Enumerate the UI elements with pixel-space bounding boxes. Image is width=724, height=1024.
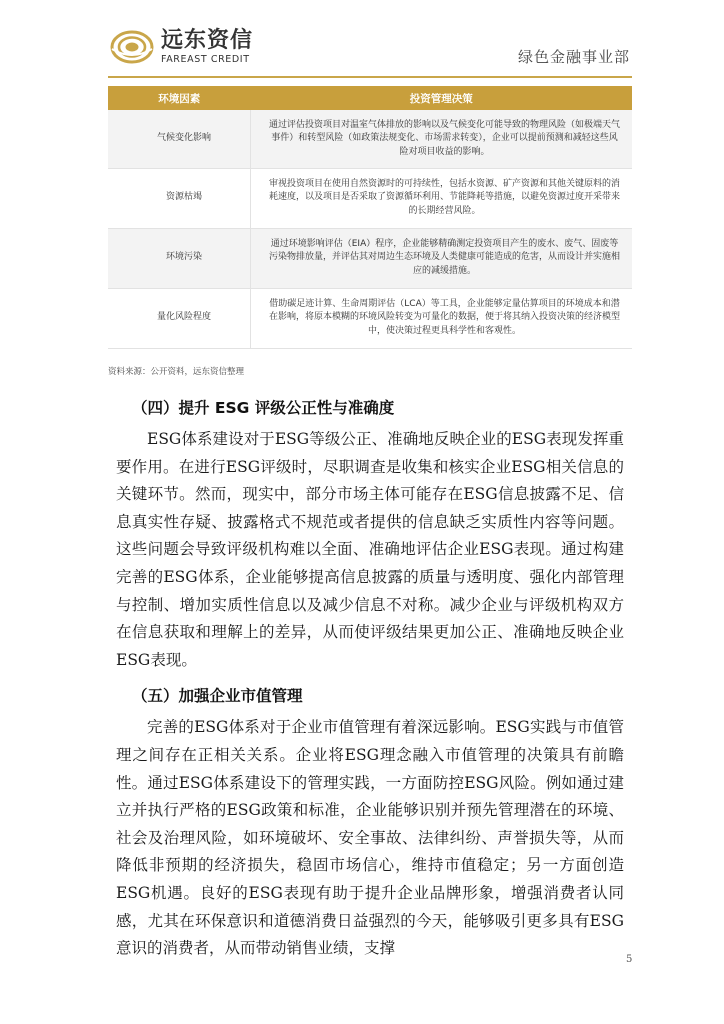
- table-cell-decision: 借助碳足迹计算、生命周期评估（LCA）等工具，企业能够定量估算项目的环境成本和潜在影响，将原本模糊的环境风险转变为可量化的数据，便于将其纳入投资决策的经济模型中，使决策过程更具科学性和客观性。: [251, 288, 633, 348]
- section-heading: （四）提升 ESG 评级公正性与准确度: [132, 399, 395, 417]
- table-row: [108, 228, 632, 288]
- header-divider: [108, 76, 632, 78]
- table-source-note: 资料来源：公开资料，远东资信整理: [108, 367, 245, 377]
- table-row: [108, 168, 632, 228]
- table-cell-factor: 量化风险程度: [108, 288, 251, 348]
- table-cell-factor: 环境污染: [108, 228, 251, 288]
- section-heading: （五）加强企业市值管理: [132, 687, 303, 706]
- department-name: 绿色金融事业部: [517, 48, 630, 66]
- table-cell-decision: 通过评估投资项目对温室气体排放的影响以及气候变化可能导致的物理风险（如极端天气事件）和转型风险（如政策法规变化、市场需求转变），企业可以提前预测和减轻这些风险对项目收益的影响。: [251, 110, 633, 168]
- page-header: [0, 0, 724, 90]
- logo-chinese-name: 远东资信: [161, 28, 254, 53]
- esg-investment-table: [108, 86, 632, 349]
- company-logo: [109, 27, 253, 67]
- page-number: 5: [626, 954, 633, 965]
- table-header-factor: 环境因素: [108, 86, 251, 110]
- page-body: [116, 390, 624, 967]
- table-header-decision: 投资管理决策: [251, 86, 633, 110]
- section-paragraph: ESG体系建设对于ESG等级公正、准确地反映企业的ESG表现发挥重要作用。在进行ESG评级时，尽职调查是收集和核实企业ESG相关信息的关键环节。然而，现实中，部分市场主体可能存在ESG信息披露不足、信息真实性存疑、披露格式不规范或者提供的信息缺乏实质性内容等问题。这些问题会导致评级机构难以全面、准确地评估企业ESG表现。通过构建完善的ESG体系，企业能够提高信息披露的质量与透明度、强化内部管理与控制、增加实质性信息以及减少信息不对称。减少企业与评级机构双方在信息获取和理解上的差异，从而使评级结果更加公正、准确地反映企业ESG表现。: [116, 430, 624, 669]
- table-cell-decision: 通过环境影响评估（EIA）程序，企业能够精确测定投资项目产生的废水、废气、固废等污染物排放量，并评估其对周边生态环境及人类健康可能造成的危害，从而设计并实施相应的减缓措施。: [251, 228, 633, 288]
- table-row: [108, 110, 632, 168]
- table-cell-factor: 资源枯竭: [108, 168, 251, 228]
- fareast-logo-icon: [109, 27, 155, 67]
- section-paragraph: 完善的ESG体系对于企业市值管理有着深远影响。ESG实践与市值管理之间存在正相关关系。企业将ESG理念融入市值管理的决策具有前瞻性。通过ESG体系建设下的管理实践，一方面防控ESG风险。例如通过建立并执行严格的ESG政策和标准，企业能够识别并预先管理潜在的环境、社会及治理风险，如环境破坏、安全事故、法律纠纷、声誉损失等，从而降低非预期的经济损失，稳固市场信心，维持市值稳定；另一方面创造ESG机遇。良好的ESG表现有助于提升企业品牌形象，增强消费者认同感，尤其在环保意识和道德消费日益强烈的今天，能够吸引更多具有ESG意识的消费者，从而带动销售业绩，支撑: [116, 718, 624, 958]
- logo-english-name: FAREAST CREDIT: [161, 54, 250, 65]
- table-row: [108, 288, 632, 348]
- table-cell-factor: 气候变化影响: [108, 110, 251, 168]
- table-cell-decision: 审视投资项目在使用自然资源时的可持续性，包括水资源、矿产资源和其他关键原料的消耗速度，以及项目是否采取了资源循环利用、节能降耗等措施，以避免资源过度开采带来的长期经营风险。: [251, 168, 633, 228]
